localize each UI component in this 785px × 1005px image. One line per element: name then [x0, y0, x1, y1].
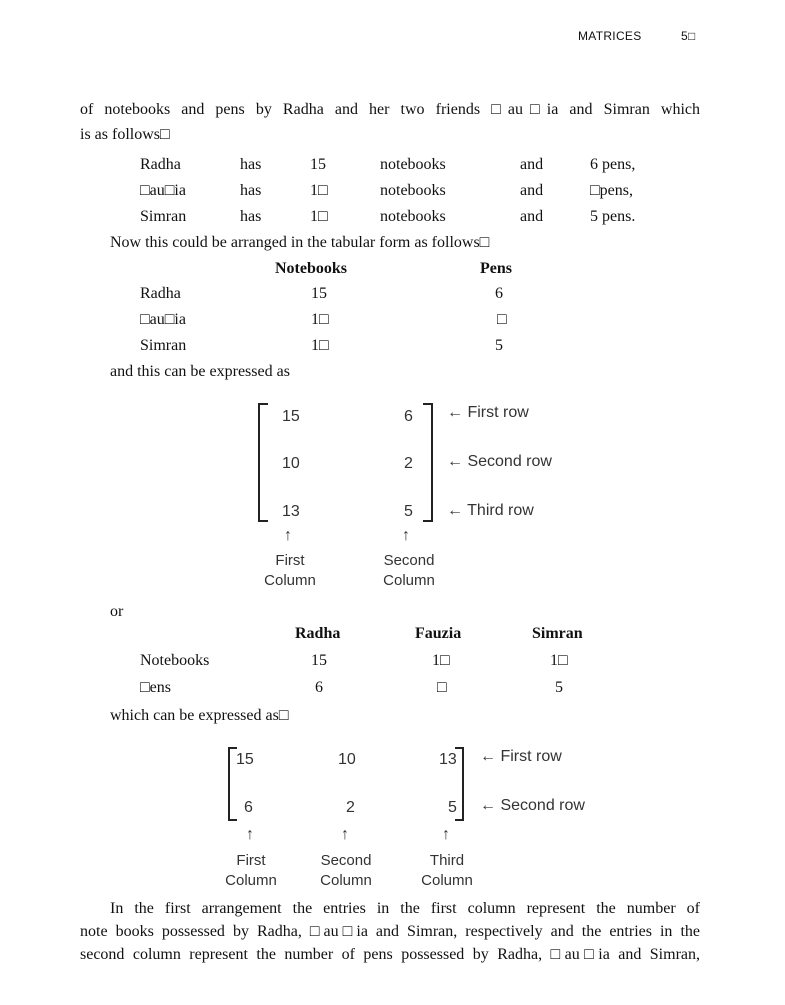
col-label-second	[309, 851, 383, 891]
row-label-first: ← First row	[447, 404, 529, 421]
intro-line-1: of notebooks and pens by Radha and her two friends □au□ia and Simran which	[80, 101, 700, 118]
list-name: □au□ia	[140, 182, 186, 199]
table2-cell: 1□	[550, 652, 568, 669]
running-header-title: MATRICES	[578, 29, 642, 43]
list-name: Simran	[140, 208, 187, 225]
col-label-line: First	[236, 852, 266, 869]
list-pens: □pens,	[590, 182, 633, 199]
list-item: notebooks	[380, 208, 446, 225]
list-num: 1□	[310, 208, 328, 225]
table2-cell: 1□	[432, 652, 450, 669]
col-label-line: Column	[264, 572, 316, 589]
matrix1-entry: 13	[282, 503, 300, 520]
table2-cell: 6	[315, 679, 323, 696]
left-bracket	[258, 403, 268, 522]
col-label-line: Second	[383, 552, 435, 569]
list-and: and	[520, 182, 544, 199]
list-num: 15	[310, 156, 326, 173]
col-label-second	[372, 551, 446, 591]
matrix1-entry: 2	[404, 455, 413, 472]
table1-row-name: Simran	[140, 337, 187, 354]
col-label-line: Third	[429, 852, 465, 869]
list-item: notebooks	[380, 156, 446, 173]
right-bracket	[423, 403, 433, 522]
matrix1-entry: 5	[404, 503, 413, 520]
table2-row-name: Notebooks	[140, 652, 210, 669]
list-and: and	[520, 156, 544, 173]
table2-cell: 5	[555, 679, 563, 696]
matrix2-entry: 2	[346, 799, 355, 816]
list-name: Radha	[140, 156, 181, 173]
table1-cell: 1□	[311, 337, 329, 354]
table1-cell: 15	[311, 285, 327, 302]
matrix2-entry: 15	[236, 751, 254, 768]
row-label-second: ← Second row	[447, 453, 552, 470]
list-has: has	[240, 156, 262, 173]
up-arrow-icon: ↑	[246, 826, 254, 843]
matrix1-entry: 6	[404, 408, 413, 425]
list-pens: 6 pens,	[590, 156, 636, 173]
col-label-first	[216, 851, 286, 891]
matrix1-entry: 10	[282, 455, 300, 472]
or-text: or	[110, 603, 124, 620]
col-label-line: First	[275, 552, 305, 569]
matrix2-entry: 13	[439, 751, 457, 768]
table1-cell: 5	[495, 337, 503, 354]
col-label-line: Second	[320, 852, 372, 869]
row-label-first: ← First row	[480, 748, 562, 765]
tabular-intro: Now this could be arranged in the tabular form as follows□	[110, 234, 490, 251]
table1-cell: 6	[495, 285, 503, 302]
list-has: has	[240, 182, 262, 199]
which-text: which can be expressed as□	[110, 707, 289, 724]
intro-line-2: is as follows□	[80, 126, 170, 143]
up-arrow-icon: ↑	[284, 527, 292, 544]
matrix1-entry: 15	[282, 408, 300, 425]
table1-cell: □	[497, 311, 507, 328]
list-item: notebooks	[380, 182, 446, 199]
table2-header: Radha	[295, 625, 341, 642]
table2-header: Simran	[532, 625, 583, 642]
closing-line-2: note books possessed by Radha, □au□ia and Simran, respectively and the entries in the	[80, 923, 700, 940]
col-label-first	[255, 551, 325, 591]
up-arrow-icon: ↑	[442, 826, 450, 843]
col-label-third	[412, 851, 482, 891]
table1-row-name: Radha	[140, 285, 181, 302]
expressed-text: and this can be expressed as	[110, 363, 290, 380]
list-has: has	[240, 208, 262, 225]
matrix2-entry: 10	[338, 751, 356, 768]
table2-header: Fauzia	[415, 625, 462, 642]
page-number: 5□	[681, 29, 696, 43]
row-label-third: ← Third row	[447, 502, 534, 519]
closing-line-1: In the first arrangement the entries in the first column represent the number of	[110, 900, 700, 917]
list-and: and	[520, 208, 544, 225]
table1-row-name: □au□ia	[140, 311, 186, 328]
col-label-line: Column	[421, 872, 473, 889]
list-pens: 5 pens.	[590, 208, 636, 225]
table2-cell: 15	[311, 652, 327, 669]
matrix2-entry: 5	[448, 799, 457, 816]
col-label-line: Column	[225, 872, 277, 889]
table1-header-pens: Pens	[480, 260, 512, 277]
table2-cell: □	[437, 679, 447, 696]
matrix2-entry: 6	[244, 799, 253, 816]
table1-cell: 1□	[311, 311, 329, 328]
col-label-line: Column	[383, 572, 435, 589]
closing-line-3: second column represent the number of pens possessed by Radha, □au□ia and Simran,	[80, 946, 700, 963]
up-arrow-icon: ↑	[341, 826, 349, 843]
col-label-line: Column	[320, 872, 372, 889]
up-arrow-icon: ↑	[402, 527, 410, 544]
row-label-second: ← Second row	[480, 797, 585, 814]
table1-header-notebooks: Notebooks	[275, 260, 348, 277]
table2-row-name: □ens	[140, 679, 171, 696]
list-num: 1□	[310, 182, 328, 199]
